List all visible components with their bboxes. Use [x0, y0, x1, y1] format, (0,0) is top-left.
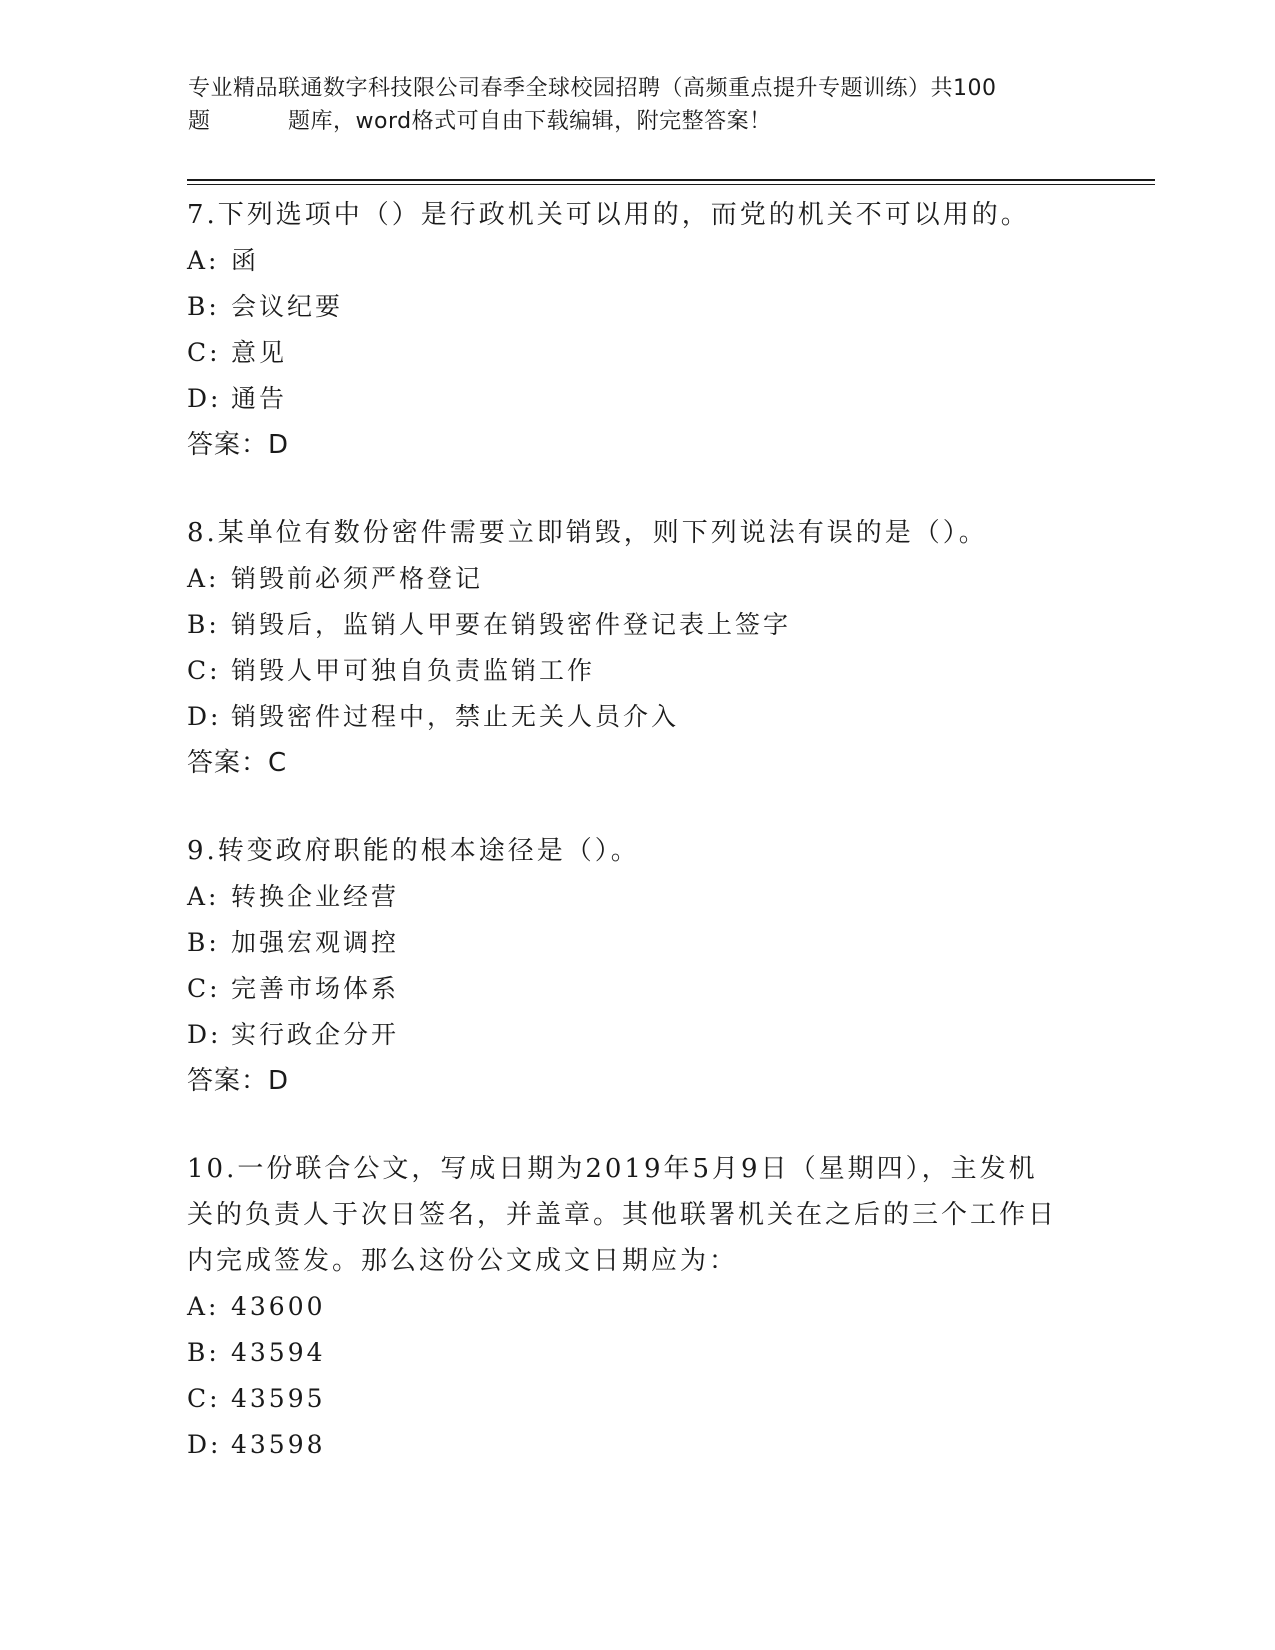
option-b — [187, 920, 1087, 966]
question-stem-line-1: 10.一份联合公文，写成日期为2019年5月9日（星期四），主发机 — [187, 1154, 1038, 1184]
answer-label: 答案：D — [187, 1066, 290, 1096]
option-key: A: — [187, 1292, 220, 1321]
option-key: D: — [187, 1430, 222, 1459]
option-b — [187, 284, 1087, 330]
question-7 — [187, 192, 1087, 468]
option-b — [187, 1330, 1087, 1376]
option-text: 销毁人甲可独自负责监销工作 — [231, 656, 596, 685]
header-line-2-left: 题 — [188, 109, 211, 134]
option-text: 43598 — [231, 1430, 326, 1459]
option-d — [187, 1422, 1087, 1468]
option-key: C: — [187, 338, 221, 367]
answer-label: 答案：C — [187, 748, 288, 778]
answer-label: 答案：D — [187, 430, 290, 460]
option-key: D: — [187, 702, 222, 731]
option-c — [187, 1376, 1087, 1422]
option-key: B: — [187, 292, 220, 321]
option-text: 完善市场体系 — [231, 974, 400, 1003]
option-key: A: — [187, 564, 220, 593]
option-text: 销毁前必须严格登记 — [231, 564, 484, 593]
option-text: 销毁密件过程中，禁止无关人员介入 — [231, 702, 680, 731]
header-line-1: 专业精品联通数字科技限公司春季全球校园招聘（高频重点提升专题训练）共100 — [188, 76, 997, 101]
option-a — [187, 1284, 1087, 1330]
question-stem: 7.下列选项中（）是行政机关可以用的，而党的机关不可以用的。 — [187, 200, 1030, 230]
question-stem: 8.某单位有数份密件需要立即销毁，则下列说法有误的是（）。 — [187, 518, 988, 548]
option-c — [187, 966, 1087, 1012]
option-key: C: — [187, 656, 221, 685]
question-8 — [187, 510, 1087, 786]
option-text: 通告 — [231, 384, 288, 413]
option-text: 43600 — [231, 1292, 326, 1321]
option-key: C: — [187, 1384, 221, 1413]
header-line-2 — [188, 105, 1088, 138]
option-text: 销毁后，监销人甲要在销毁密件登记表上签字 — [231, 610, 792, 639]
question-stem-line-3: 内完成签发。那么这份公文成文日期应为： — [187, 1246, 739, 1276]
option-c — [187, 648, 1087, 694]
option-text: 函 — [231, 246, 260, 275]
option-key: D: — [187, 384, 222, 413]
option-a — [187, 556, 1087, 602]
option-b — [187, 602, 1087, 648]
option-text: 实行政企分开 — [231, 1020, 400, 1049]
option-key: B: — [187, 1338, 220, 1367]
option-c — [187, 330, 1087, 376]
question-stem: 9.转变政府职能的根本途径是（）。 — [187, 836, 640, 866]
option-key: B: — [187, 610, 220, 639]
option-text: 转换企业经营 — [231, 882, 400, 911]
header-line-2-right: 题库，word格式可自由下载编辑，附完整答案！ — [288, 109, 772, 134]
header-divider-thick — [187, 179, 1155, 181]
option-key: A: — [187, 882, 220, 911]
option-text: 加强宏观调控 — [231, 928, 400, 957]
document-header — [188, 72, 1088, 138]
question-list — [187, 192, 1087, 1510]
question-10 — [187, 1146, 1087, 1468]
question-stem-line-2: 关的负责人于次日签名，并盖章。其他联署机关在之后的三个工作日 — [187, 1200, 1058, 1230]
option-d — [187, 376, 1087, 422]
option-text: 会议纪要 — [231, 292, 344, 321]
header-divider-thin — [187, 184, 1155, 185]
option-d — [187, 694, 1087, 740]
option-a — [187, 874, 1087, 920]
option-a — [187, 238, 1087, 284]
option-key: A: — [187, 246, 220, 275]
option-key: B: — [187, 928, 220, 957]
question-9 — [187, 828, 1087, 1104]
option-key: D: — [187, 1020, 222, 1049]
option-text: 43595 — [231, 1384, 326, 1413]
option-key: C: — [187, 974, 221, 1003]
option-d — [187, 1012, 1087, 1058]
option-text: 43594 — [231, 1338, 326, 1367]
option-text: 意见 — [231, 338, 288, 367]
